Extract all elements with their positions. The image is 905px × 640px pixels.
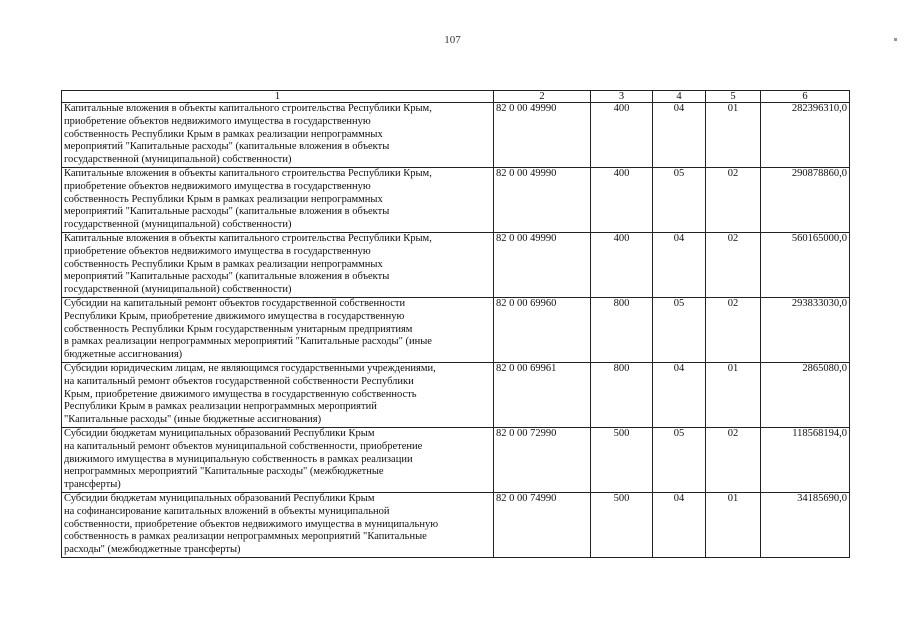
target-article-code: 82 0 00 72990	[494, 427, 591, 492]
subsection-code: 01	[706, 103, 761, 168]
row-description	[62, 103, 494, 168]
expense-type-code: 800	[591, 297, 653, 362]
target-article-code: 82 0 00 69961	[494, 362, 591, 427]
description-line: Субсидии бюджетам муниципальных образований Республики Крым	[64, 427, 375, 439]
description-line: бюджетные ассигнования)	[64, 349, 183, 361]
page-number: 107	[444, 34, 461, 46]
description-line: трансферты)	[64, 479, 121, 491]
section-code: 05	[653, 427, 706, 492]
description-line: мероприятий "Капитальные расходы" (капитальные вложения в объекты	[64, 141, 390, 153]
description-line: собственность Республики Крым в рамках реализации непрограммных	[64, 258, 383, 270]
table-row	[62, 232, 850, 297]
table-row	[62, 492, 850, 557]
description-line: Капитальные вложения в объекты капитального строительства Республики Крым,	[64, 103, 432, 114]
description-line: Крым, приобретение движимого имущества в государственную собственность	[64, 388, 417, 400]
expense-type-code: 500	[591, 427, 653, 492]
column-header: 5	[706, 91, 761, 103]
table-row	[62, 427, 850, 492]
description-line: собственность в рамках реализации непрограммных мероприятий "Капитальные	[64, 531, 427, 543]
subsection-code: 01	[706, 492, 761, 557]
target-article-code: 82 0 00 74990	[494, 492, 591, 557]
header-row	[62, 91, 850, 103]
description-line: Субсидии бюджетам муниципальных образований Республики Крым	[64, 492, 375, 504]
table-row	[62, 362, 850, 427]
row-description	[62, 427, 494, 492]
description-line: движимого имущества в муниципальную собственность в рамках реализации	[64, 453, 413, 465]
description-line: Субсидии на капитальный ремонт объектов государственной собственности	[64, 297, 406, 309]
amount-value: 290878860,0	[761, 167, 850, 232]
target-article-code: 82 0 00 49990	[494, 232, 591, 297]
description-line: приобретение объектов недвижимого имущества в государственную	[64, 115, 371, 127]
description-line: на софинансирование капитальных вложений в объекты муниципальной	[64, 505, 390, 517]
description-line: Республики Крым в рамках реализации непрограммных мероприятий	[64, 401, 377, 413]
description-line: собственность Республики Крым в рамках реализации непрограммных	[64, 128, 383, 140]
description-line: "Капитальные расходы" (иные бюджетные ассигнования)	[64, 414, 322, 426]
amount-value: 34185690,0	[761, 492, 850, 557]
row-description	[62, 232, 494, 297]
row-description	[62, 492, 494, 557]
column-header: 3	[591, 91, 653, 103]
description-line: собственность Республики Крым в рамках реализации непрограммных	[64, 193, 383, 205]
table-row	[62, 297, 850, 362]
description-line: государственной (муниципальной) собственности)	[64, 219, 292, 231]
description-line: Капитальные вложения в объекты капитального строительства Республики Крым,	[64, 167, 432, 179]
subsection-code: 02	[706, 232, 761, 297]
expense-type-code: 400	[591, 167, 653, 232]
section-code: 04	[653, 362, 706, 427]
description-line: мероприятий "Капитальные расходы" (капитальные вложения в объекты	[64, 271, 390, 283]
row-description	[62, 362, 494, 427]
description-line: Республики Крым, приобретение движимого имущества в государственную	[64, 310, 405, 322]
section-code: 04	[653, 232, 706, 297]
description-line: собственность Республики Крым государственным унитарным предприятиям	[64, 323, 413, 335]
column-header: 1	[62, 91, 494, 103]
description-line: на капитальный ремонт объектов государственной собственности Республики	[64, 375, 414, 387]
section-code: 04	[653, 492, 706, 557]
target-article-code: 82 0 00 49990	[494, 103, 591, 168]
row-description	[62, 297, 494, 362]
subsection-code: 02	[706, 297, 761, 362]
section-code: 05	[653, 297, 706, 362]
description-line: государственной (муниципальной) собственности)	[64, 154, 292, 166]
table-row	[62, 167, 850, 232]
amount-value: 293833030,0	[761, 297, 850, 362]
expense-type-code: 800	[591, 362, 653, 427]
subsection-code: 02	[706, 427, 761, 492]
budget-table	[61, 90, 850, 558]
amount-value: 560165000,0	[761, 232, 850, 297]
column-header: 4	[653, 91, 706, 103]
column-header: 6	[761, 91, 850, 103]
description-line: мероприятий "Капитальные расходы" (капитальные вложения в объекты	[64, 206, 390, 218]
column-header: 2	[494, 91, 591, 103]
description-line: на капитальный ремонт объектов муниципальной собственности, приобретение	[64, 440, 423, 452]
description-line: приобретение объектов недвижимого имущества в государственную	[64, 180, 371, 192]
target-article-code: 82 0 00 49990	[494, 167, 591, 232]
subsection-code: 02	[706, 167, 761, 232]
description-line: приобретение объектов недвижимого имущества в государственную	[64, 245, 371, 257]
description-line: государственной (муниципальной) собственности)	[64, 284, 292, 296]
expense-type-code: 400	[591, 103, 653, 168]
amount-value: 118568194,0	[761, 427, 850, 492]
description-line: Капитальные вложения в объекты капитального строительства Республики Крым,	[64, 232, 432, 244]
expense-type-code: 500	[591, 492, 653, 557]
description-line: расходы" (межбюджетные трансферты)	[64, 544, 241, 556]
section-code: 04	[653, 103, 706, 168]
description-line: в рамках реализации непрограммных мероприятий "Капитальные расходы" (иные	[64, 336, 432, 348]
table-body	[62, 103, 850, 558]
amount-value: 2865080,0	[761, 362, 850, 427]
target-article-code: 82 0 00 69960	[494, 297, 591, 362]
subsection-code: 01	[706, 362, 761, 427]
section-code: 05	[653, 167, 706, 232]
scan-artifact	[894, 38, 897, 41]
description-line: Субсидии юридическим лицам, не являющимся государственными учреждениями,	[64, 362, 436, 374]
expense-type-code: 400	[591, 232, 653, 297]
description-line: непрограммных мероприятий "Капитальные расходы" (межбюджетные	[64, 466, 384, 478]
row-description	[62, 167, 494, 232]
description-line: собственности, приобретение объектов недвижимого имущества в муниципальную	[64, 518, 439, 530]
table-row	[62, 103, 850, 168]
amount-value: 282396310,0	[761, 103, 850, 168]
